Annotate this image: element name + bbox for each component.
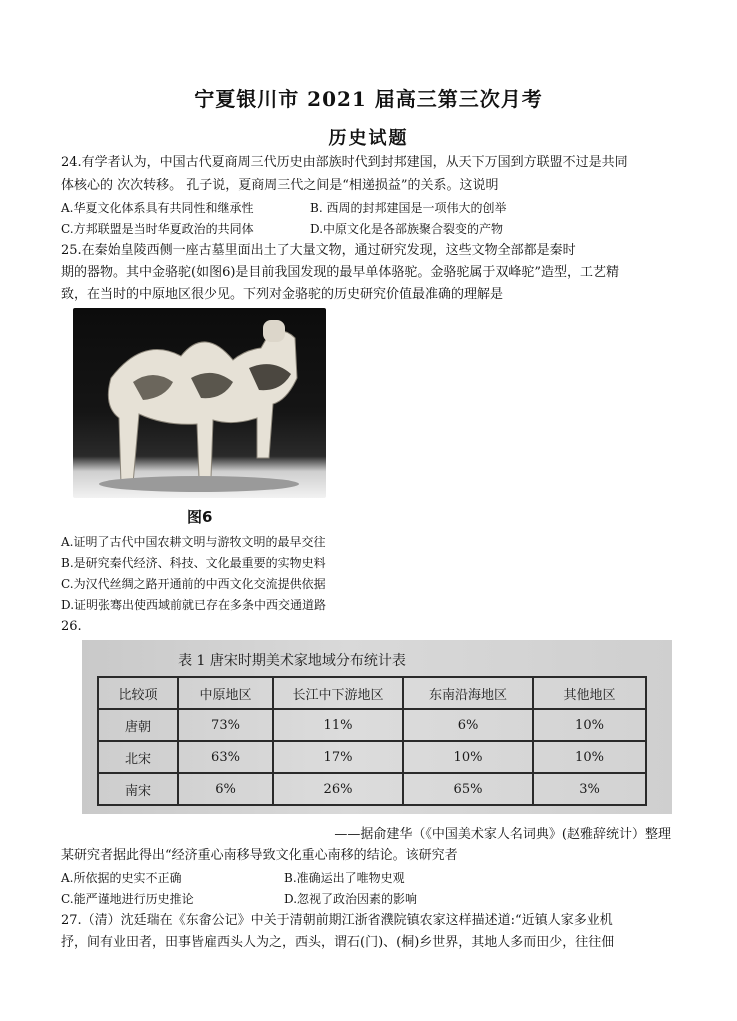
q26-number: 26. [61,619,82,634]
table-cell: 65% [403,773,533,805]
artist-distribution-table-scan [82,640,672,814]
camel-photo-frame [73,308,326,498]
table-header-row [98,677,646,709]
q26-options-cd [61,890,417,908]
table-cell: 63% [178,741,273,773]
camel-body [108,331,297,484]
table-cell: 唐朝 [98,709,178,741]
table-cell: 26% [273,773,403,805]
q24-stem-line-2: 体核心的 次次转移。 孔子说，夏商周三代之间是“相递损益”的关系。这说明 [61,178,499,193]
q26-option-c: C.能严谨地进行历史推论 [61,892,194,906]
camel-head [263,320,285,342]
table-header-cell: 比较项 [98,677,178,709]
q24-option-d: D.中原文化是各部族聚合裂变的产物 [310,222,504,236]
table-header-cell: 其他地区 [533,677,646,709]
table-cell: 73% [178,709,273,741]
q25-option-c: C.为汉代丝绸之路开通前的中西文化交流提供依据 [61,577,326,591]
table-header-cell: 中原地区 [178,677,273,709]
table-source-note: ——据俞建华（《中国美术家人名词典》(赵雅辞统计）整理 [334,827,671,842]
q26-options-ab [61,869,405,887]
table-cell: 6% [178,773,273,805]
q24-option-b: B. 西周的封邦建国是一项伟大的创举 [310,201,507,215]
artist-distribution-table [97,676,647,806]
camel-figure [73,308,326,498]
q24-options-cd [61,220,503,238]
q26-option-b: B.准确运出了唯物史观 [284,871,405,885]
table-row [98,741,646,773]
golden-camel-photo [63,306,328,528]
q26-option-d: D.忽视了政治因素的影响 [284,892,418,906]
table-cell: 3% [533,773,646,805]
table-cell: 17% [273,741,403,773]
q27-stem-line-2: 抒，间有业田者，田事皆雇西头人为之，西头，谓石(门)、(桐)乡世界，其地人多而田少，往往佃 [61,935,615,950]
table-title: 表 1 唐宋时期美术家地域分布统计表 [178,653,406,669]
table-row [98,773,646,805]
table-cell: 6% [403,709,533,741]
q25-option-a: A.证明了古代中国农耕文明与游牧文明的最早交往 [61,535,326,549]
q26-stem: 某研究者据此得出“经济重心南移导致文化重心南移的结论。该研究者 [61,848,458,863]
q27-stem-line-1: 27.（清）沈廷瑞在《东畲公记》中关于清朝前期江浙省濮院镇农家这样描述道:“近镇人家多业机 [61,913,613,928]
q24-option-a: A.华夏文化体系具有共同性和继承性 [61,201,254,215]
figure-6-caption: 图6 [187,508,213,526]
table-header-cell: 东南沿海地区 [403,677,533,709]
table-cell: 10% [533,709,646,741]
camel-shadow [99,476,299,492]
q25-option-d: D.证明张骞出使西域前就已存在多条中西交通道路 [61,598,327,612]
table-header-cell: 长江中下游地区 [273,677,403,709]
q25-option-b: B.是研究秦代经济、科技、文化最重要的实物史料 [61,556,326,570]
q24-stem-line-1: 24.有学者认为，中国古代夏商周三代历史由部族时代到封邦建国，从天下万国到方联盟不过是共同 [61,155,628,170]
page-subtitle: 历史试题 [328,128,409,149]
q25-stem-line-2: 期的器物。其中金骆驼(如图6)是目前我国发现的最早单体骆驼。金骆驼属于双峰驼”造型，工艺精 [61,265,620,280]
table-cell: 10% [533,741,646,773]
page-title: 宁夏银川市 2021 届高三第三次月考 [194,87,543,111]
table-cell: 10% [403,741,533,773]
q24-option-c: C.方邦联盟是当时华夏政治的共同体 [61,222,254,236]
q26-option-a: A.所依据的史实不正确 [61,871,182,885]
q25-stem-line-1: 25.在秦始皇陵西侧一座古墓里面出土了大量文物，通过研究发现，这些文物全部都是秦时 [61,243,576,258]
table-cell: 北宋 [98,741,178,773]
table-row [98,709,646,741]
table-cell: 11% [273,709,403,741]
q25-stem-line-3: 致，在当时的中原地区很少见。下列对金骆驼的历史研究价值最准确的理解是 [61,287,504,302]
q24-options-ab [61,199,506,217]
table-cell: 南宋 [98,773,178,805]
